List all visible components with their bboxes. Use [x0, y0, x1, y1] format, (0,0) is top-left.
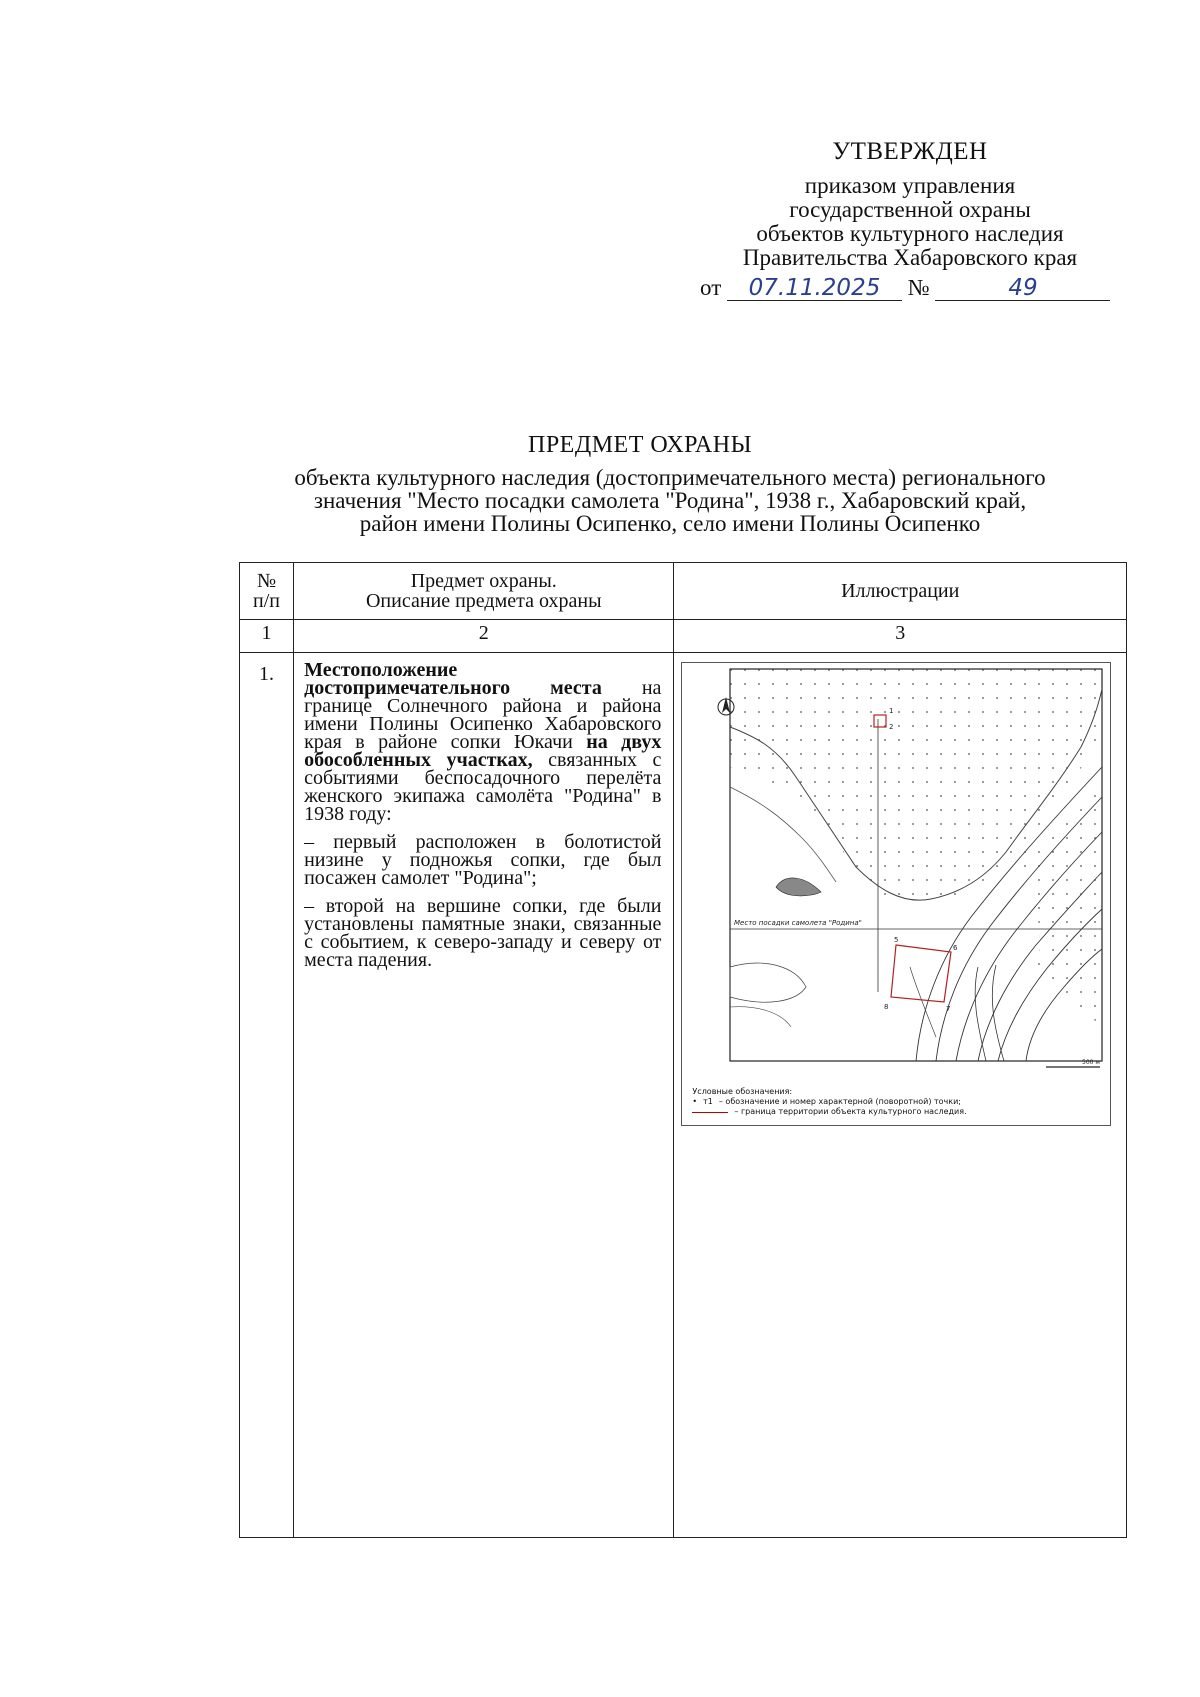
approval-heading: УТВЕРЖДЕН: [832, 138, 988, 165]
column-number: 2: [294, 620, 674, 653]
site-map: [686, 667, 1106, 1077]
map-legend: [686, 1083, 1106, 1121]
map-point-label: 8: [884, 1003, 889, 1011]
header-subject-line: Описание предмета охраны: [365, 590, 602, 612]
approval-line: государственной охраны: [789, 197, 1031, 222]
subtitle-line: район имени Полины Осипенко, село имени Полины Осипенко: [359, 511, 981, 536]
subtitle-line: значения "Место посадки самолета "Родина", 1938 г., Хабаровский край,: [313, 488, 1027, 513]
header-subject: [294, 563, 674, 620]
description-paragraph: [304, 661, 661, 823]
header-number: [240, 563, 294, 620]
row-description: [294, 653, 674, 1538]
description-bold: на двух обособленных участках,: [304, 731, 662, 771]
header-number-line: №: [256, 570, 277, 592]
map-point-label: 5: [894, 936, 899, 944]
header-illustrations: Иллюстрации: [674, 563, 1127, 620]
row-illustration: [674, 653, 1127, 1538]
description-text: на границе Солнечного района и района имени Полины Осипенко Хабаровского края в районе сопки Юкачи: [304, 677, 662, 753]
row-number: 1.: [240, 653, 294, 1538]
document-subtitle: [220, 466, 1120, 535]
approval-line: Правительства Хабаровского края: [742, 245, 1078, 270]
legend-line-icon: [692, 1112, 728, 1113]
legend-title: Условные обозначения:: [692, 1087, 793, 1096]
legend-row: [692, 1097, 1100, 1107]
map-point-label: 6: [953, 944, 958, 952]
table-header-row: [240, 563, 1127, 620]
map-point-label: 1: [889, 707, 894, 715]
legend-point-desc: – обозначение и номер характерной (поворотной) точки;: [718, 1097, 961, 1106]
legend-point-icon: •: [692, 1097, 698, 1106]
document-title: ПРЕДМЕТ ОХРАНЫ: [527, 432, 753, 458]
header-subject-line: Предмет охраны.: [410, 570, 557, 592]
map-illustration: [681, 662, 1111, 1126]
legend-line-desc: – граница территории объекта культурного наследия.: [734, 1107, 967, 1116]
protection-subject-table: [239, 562, 1127, 1538]
legend-row: [692, 1107, 1100, 1117]
description-bold: Местоположение достопримечательного места: [304, 659, 602, 699]
description-paragraph: – первый расположен в болотистой низине у подножья сопки, где был посажен самолет "Родина";: [304, 831, 662, 889]
header-number-line: п/п: [253, 590, 281, 612]
number-prefix: №: [907, 275, 930, 300]
subtitle-line: объекта культурного наследия (достопримечательного места) регионального: [294, 465, 1046, 490]
handwritten-number: 49: [935, 276, 1110, 301]
approval-date-line: [700, 276, 1120, 301]
column-number-row: [240, 620, 1127, 653]
approval-line: объектов культурного наследия: [756, 221, 1064, 246]
approval-line: приказом управления: [804, 173, 1016, 198]
legend-point-key: т1: [703, 1097, 713, 1106]
map-point-label: 7: [946, 1005, 951, 1013]
approval-block: [700, 140, 1120, 301]
handwritten-date: 07.11.2025: [727, 276, 902, 301]
column-number: 3: [674, 620, 1127, 653]
map-point-label: 2: [889, 723, 894, 731]
table-row: [240, 653, 1127, 1538]
description-text: связанных с событиями беспосадочного перелёта женского экипажа самолёта "Родина" в 1938 году:: [304, 749, 662, 825]
map-scale-label: 500 м: [1082, 1059, 1101, 1066]
column-number: 1: [240, 620, 294, 653]
description-paragraph: – второй на вершине сопки, где были установлены памятные знаки, связанные с событием, к северо-западу и северу от места падения.: [304, 895, 662, 971]
map-caption: Место посадки самолета "Родина": [734, 919, 863, 927]
date-prefix: от: [700, 275, 722, 300]
